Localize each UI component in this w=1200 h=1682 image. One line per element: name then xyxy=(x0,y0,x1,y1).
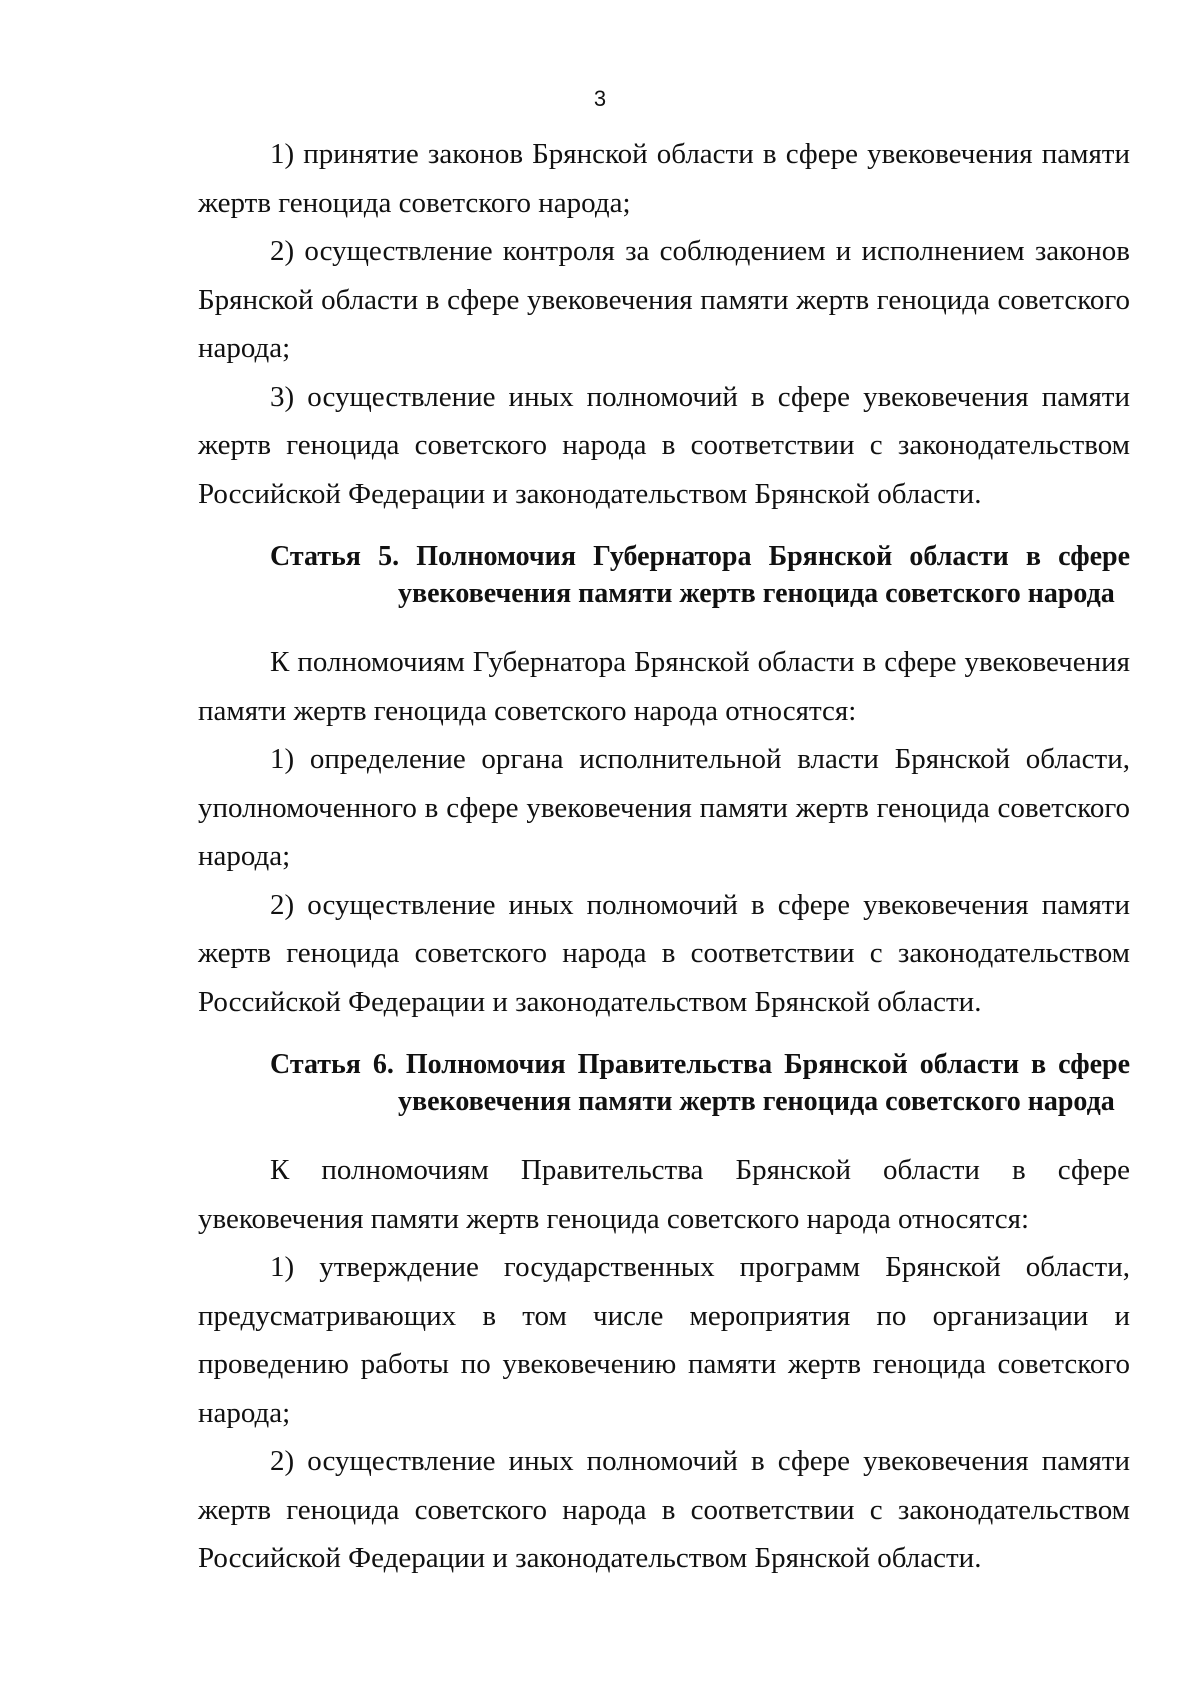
paragraph-item-2: 2) осуществление контроля за соблюдением и исполнением законов Брянской области в сфере увековечения памяти жертв геноцида советского народа; xyxy=(198,235,1130,364)
article-5-intro: К полномочиям Губернатора Брянской области в сфере увековечения памяти жертв геноцида советского народа относятся: xyxy=(198,646,1130,727)
article-6-item-1: 1) утверждение государственных программ Брянской области, предусматривающих в том числе мероприятия по организации и проведению работы по увековечению памяти жертв геноцида советского народа; xyxy=(198,1251,1130,1429)
article-5-heading xyxy=(198,538,1130,612)
article-5-heading-line2: увековечения памяти жертв геноцида советского народа xyxy=(398,578,1115,609)
article-6-heading-line2: увековечения памяти жертв геноцида советского народа xyxy=(398,1086,1115,1117)
article-5-item-1: 1) определение органа исполнительной власти Брянской области, уполномоченного в сфере увековечения памяти жертв геноцида советского народа; xyxy=(198,743,1130,872)
article-6-heading-line1: Статья 6. Полномочия Правительства Брянской области в сфере xyxy=(270,1049,1130,1080)
article-6-intro: К полномочиям Правительства Брянской области в сфере увековечения памяти жертв геноцида советского народа относятся: xyxy=(198,1154,1130,1235)
article-6-heading xyxy=(198,1046,1130,1120)
article-5-heading-line1: Статья 5. Полномочия Губернатора Брянской области в сфере xyxy=(270,541,1130,572)
paragraph-item-3: 3) осуществление иных полномочий в сфере увековечения памяти жертв геноцида советского народа в соответствии с законодательством Российской Федерации и законодательством Брянской области. xyxy=(198,380,1130,510)
article-6-item-2: 2) осуществление иных полномочий в сфере увековечения памяти жертв геноцида советского народа в соответствии с законодательством Российской Федерации и законодательством Брянской области. xyxy=(198,1445,1130,1574)
document-body xyxy=(198,130,1130,1583)
paragraph-item-1: 1) принятие законов Брянской области в сфере увековечения памяти жертв геноцида советского народа; xyxy=(198,138,1130,219)
article-5-item-2: 2) осуществление иных полномочий в сфере увековечения памяти жертв геноцида советского народа в соответствии с законодательством Российской Федерации и законодательством Брянской области. xyxy=(198,888,1130,1018)
page-number: 3 xyxy=(593,86,607,111)
